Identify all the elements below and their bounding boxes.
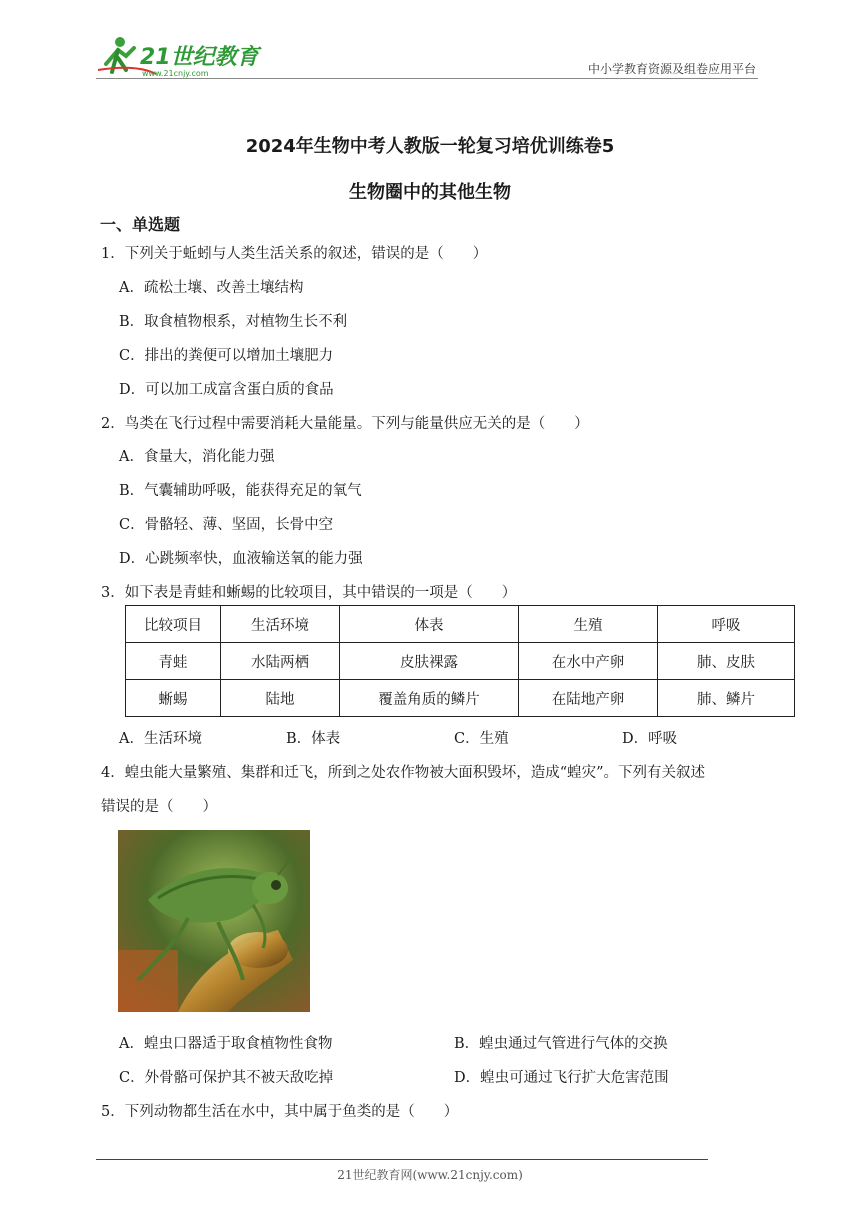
footer-link[interactable]: 21世纪教育网(www.21cnjy.com) <box>337 1168 523 1182</box>
grasshopper-photo <box>118 830 310 1012</box>
svg-text:www.21cnjy.com: www.21cnjy.com <box>142 69 209 78</box>
option-b: B．取食植物根系，对植物生长不利 <box>119 314 348 330</box>
table-row <box>126 680 795 717</box>
table-header-cell: 呼吸 <box>658 606 795 643</box>
table-cell: 青蛙 <box>126 643 221 680</box>
comparison-table <box>125 605 795 717</box>
table-cell: 皮肤裸露 <box>340 643 519 680</box>
question-stem: 2．鸟类在飞行过程中需要消耗大量能量。下列与能量供应无关的是（ ） <box>101 416 589 432</box>
platform-label: 中小学教育资源及组卷应用平台 <box>587 62 756 76</box>
question-stem: 3．如下表是青蛙和蜥蜴的比较项目，其中错误的一项是（ ） <box>101 585 517 601</box>
question-stem: 5．下列动物都生活在水中，其中属于鱼类的是（ ） <box>101 1104 459 1120</box>
option-c: C．生殖 <box>454 731 509 747</box>
option-b: B．气囊辅助呼吸，能获得充足的氧气 <box>119 483 362 499</box>
option-d: D．呼吸 <box>622 731 678 747</box>
option-b: B．蝗虫通过气管进行气体的交换 <box>454 1036 668 1052</box>
table-header-cell: 生殖 <box>519 606 658 643</box>
table-cell: 覆盖角质的鳞片 <box>340 680 519 717</box>
svg-text:21世纪教育: 21世纪教育 <box>140 45 259 70</box>
table-cell: 在水中产卵 <box>519 643 658 680</box>
section-heading: 一、单选题 <box>100 215 181 234</box>
question-stem: 4．蝗虫能大量繁殖、集群和迁飞，所到之处农作物被大面积毁坏，造成“蝗灾”。下列有关叙述 <box>101 765 706 781</box>
table-cell: 在陆地产卵 <box>519 680 658 717</box>
paper-subtitle: 生物圈中的其他生物 <box>349 182 511 203</box>
option-a: A．食量大，消化能力强 <box>119 449 275 465</box>
question-stem: 1．下列关于蚯蚓与人类生活关系的叙述，错误的是（ ） <box>101 246 488 262</box>
option-c: C．骨骼轻、薄、坚固，长骨中空 <box>119 517 334 533</box>
footer-divider <box>96 1159 708 1160</box>
table-row <box>126 643 795 680</box>
option-d: D．可以加工成富含蛋白质的食品 <box>119 382 334 398</box>
table-header-cell: 生活环境 <box>221 606 340 643</box>
table-header-cell: 体表 <box>340 606 519 643</box>
table-cell: 水陆两栖 <box>221 643 340 680</box>
paper-title: 2024年生物中考人教版一轮复习培优训练卷5 <box>245 136 615 157</box>
option-d: D．蝗虫可通过飞行扩大危害范围 <box>454 1070 669 1086</box>
table-cell: 陆地 <box>221 680 340 717</box>
option-c: C．排出的粪便可以增加土壤肥力 <box>119 348 334 364</box>
option-a: A．生活环境 <box>119 731 202 747</box>
table-cell: 肺、皮肤 <box>658 643 795 680</box>
question-stem-continued: 错误的是（ ） <box>101 799 217 815</box>
site-logo <box>96 34 266 78</box>
runner-logo-icon <box>96 34 266 78</box>
table-cell: 蜥蜴 <box>126 680 221 717</box>
table-header-row <box>126 606 795 643</box>
header-divider <box>96 78 758 79</box>
table-cell: 肺、鳞片 <box>658 680 795 717</box>
grasshopper-image-icon <box>118 830 310 1012</box>
table-header-cell: 比较项目 <box>126 606 221 643</box>
option-c: C．外骨骼可保护其不被天敌吃掉 <box>119 1070 334 1086</box>
option-a: A．蝗虫口器适于取食植物性食物 <box>119 1036 333 1052</box>
option-b: B．体表 <box>286 731 341 747</box>
option-d: D．心跳频率快，血液输送氧的能力强 <box>119 551 363 567</box>
option-a: A．疏松土壤、改善土壤结构 <box>119 280 304 296</box>
